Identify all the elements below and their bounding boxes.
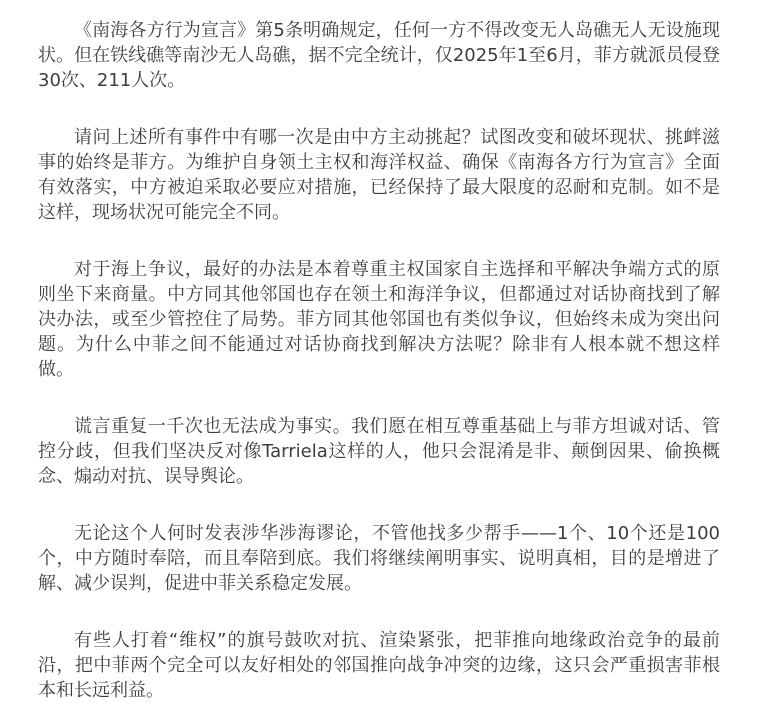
paragraph-who-provoked: 请问上述所有事件中有哪一次是由中方主动挑起？试图改变和破坏现状、挑衅滋事的始终是菲方。为维护自身领土主权和海洋权益、确保《南海各方行为宣言》全面有效落实，中方被迫采取必要应对措施，已经保持了最大限度的忍耐和克制。如不是这样，现场状况可能完全不同。 (38, 127, 720, 223)
paragraph-doc-article5: 《南海各方行为宣言》第5条明确规定，任何一方不得改变无人岛礁无人无设施现状。但在铁线礁等南沙无人岛礁，据不完全统计，仅2025年1至6月，菲方就派员侵登30次、211人次。 (38, 20, 720, 91)
paragraph-lies-repeated: 谎言重复一千次也无法成为事实。我们愿在相互尊重基础上与菲方坦诚对话、管控分歧，但我们坚决反对像Tarriela这样的人，他只会混淆是非、颠倒因果、偷换概念、煽动对抗、误导舆论。 (38, 416, 720, 487)
paragraph-rights-banner: 有些人打着“维权”的旗号鼓吹对抗、渲染紧张，把菲推向地缘政治竞争的最前沿，把中菲两个完全可以友好相处的邻国推向战争冲突的边缘，这只会严重损害菲根本和长远利益。 (38, 630, 720, 701)
paragraph-maritime-disputes: 对于海上争议，最好的办法是本着尊重主权国家自主选择和平解决争端方式的原则坐下来商量。中方同其他邻国也存在领土和海洋争议，但都通过对话协商找到了解决办法，或至少管控住了局势。菲方同其他邻国也有类似争议，但始终未成为突出问题。为什么中菲之间不能通过对话协商找到解决方法呢？除非有人根本就不想这样做。 (38, 259, 720, 380)
paragraph-fallacies-response: 无论这个人何时发表涉华涉海谬论，不管他找多少帮手——1个、10个还是100个，中方随时奉陪，而且奉陪到底。我们将继续阐明事实、说明真相，目的是增进了解、减少误判，促进中菲关系稳定发展。 (38, 523, 720, 594)
